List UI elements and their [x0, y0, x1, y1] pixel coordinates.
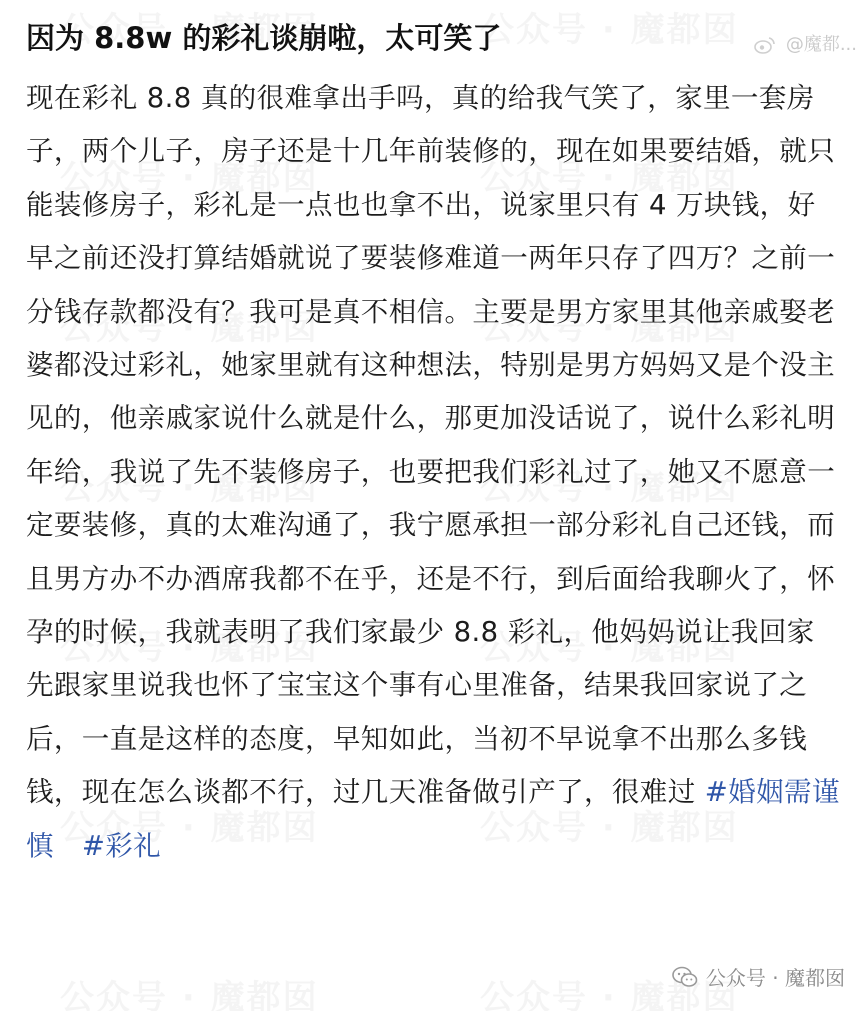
hashtag-bride-price[interactable]: #彩礼 [81, 829, 162, 862]
post-title: 因为 8.8w 的彩礼谈崩啦，太可笑了 [26, 21, 502, 55]
watermark [60, 970, 319, 1011]
wechat-icon [672, 966, 698, 988]
weibo-icon [754, 36, 776, 54]
post-body [26, 72, 841, 873]
source-handle-text: @魔都... [785, 34, 857, 55]
footer-label: 公众号 · 魔都囡 [705, 966, 845, 990]
tag-spacer [54, 830, 82, 862]
post-body-text: 现在彩礼 8.8 真的很难拿出手吗，真的给我气笑了，家里一套房子，两个儿子，房子还是十几年前装修的，现在如果要结婚，就只能装修房子，彩礼是一点也也拿不出，说家里只有 4 万块钱，好早之前还没打算结婚就说了要装修难道一两年只存了四万？之前一分钱存款都没有？我可是真不相信。主要是男方家里其他亲戚娶老婆都没过彩礼，她家里就有这种想法，特别是男方妈妈又是个没主见的，他亲戚家说什么就是什么，那更加没话说了，说什么彩礼明年给，我说了先不装修房子，也要把我们彩礼过了，她又不愿意一定要装修，真的太难沟通了，我宁愿承担一部分彩礼自己还钱，而且男方办不办酒席我都不在乎，还是不行，到后面给我聊火了，怀孕的时候，我就表明了我们家最少 8.8 彩礼，他妈妈说让我回家先跟家里说我也怀了宝宝这个事有心里准备，结果我回家说了之后，一直是这样的态度，早知如此，当初不早说拿不出那么多钱钱，现在怎么谈都不行，过几天准备做引产了，很难过 [26, 82, 836, 809]
hashtag-marriage-caution[interactable]: #婚姻需谨慎 [26, 776, 840, 862]
source-handle [754, 30, 857, 56]
footer-watermark [672, 962, 845, 991]
